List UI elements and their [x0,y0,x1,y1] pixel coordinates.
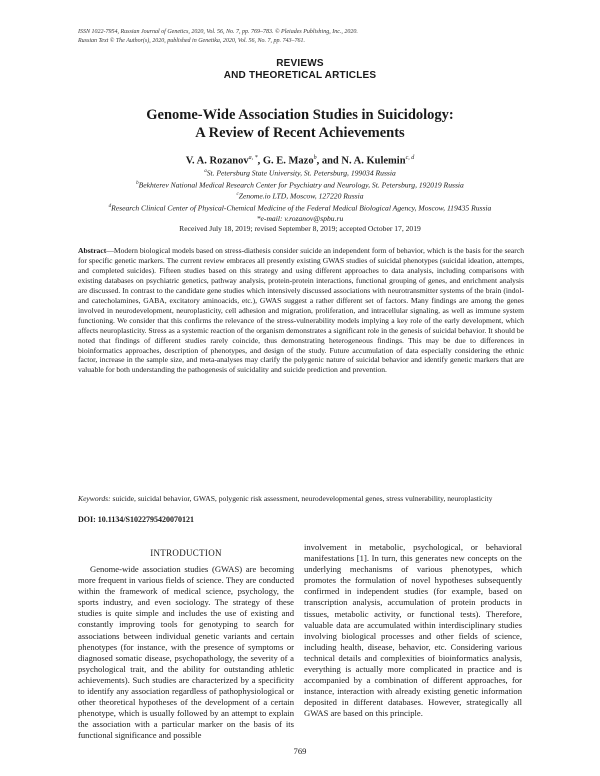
author-name: G. E. Mazo [262,155,314,167]
corresponding-email: *e-mail: v.rozanov@spbu.ru [256,213,344,223]
affiliation-mark: c [236,192,239,198]
body-paragraph: involvement in metabolic, psychological, or behavioral manifestations [1]. In turn, this generates new concepts on the underlying mechanisms of various phenotypes, which promotes the formulation of novel hypotheses subsequently confirmed in independent studies (for example, based on transcription analysis, accumulation of protein products in tissues, metabolic activity, or functional tests). Therefore, valuable data are accumulated within interdisciplinary studies involving biological processes and other fields of science, including health, disease, behavior, etc. Considering various technical details and complexities of bioinformatics analysis, everything is actually more complicated in practice and is accompanied by a combination of different approaches, for instance, interaction with already existing genetic information deposited in different databases. However, strategically all GWAS are based on this principle. [304,542,522,719]
author-list [0,152,600,168]
abstract-label: Abstract [78,246,107,255]
body-paragraph: Genome-wide association studies (GWAS) are becoming more frequent in various fields of science. They are conducted within the framework of medical science, psychology, the sports industry, and even sociology. The strategy of these studies is quite simple and includes the use of existing and constantly improving tools for genotyping to search for associations between individual genetic variants and certain phenotypes (for instance, with the presence of symptoms or diagnosed somatic disease, psychopathology, the severity of a psychological trait, and the ability for outstanding athletic achievements). Such studies are characterized by a specificity to identify any association regardless of pathophysiological or other theoretical hypotheses of the development of a certain phenotype, which is usually followed by an attempt to explain the association with a particular marker on the basis of its functional significance and possible [78,564,294,741]
page-number: 769 [293,746,307,756]
affiliation-mark: a [204,169,207,174]
affiliation-line [20,167,580,179]
journal-header [78,28,538,45]
affiliation-line [20,202,580,214]
affiliation-text: Bekhterev National Medical Research Center for Psychiatry and Neurology, St. Petersburg, 192019 Russia [138,180,464,190]
received-dates: Received July 18, 2019; revised September 8, 2019; accepted October 17, 2019 [179,224,421,233]
author-affiliation-mark: c, d [405,155,415,161]
affiliation-text: St. Petersburg State University, St. Petersburg, 199034 Russia [206,168,396,178]
author-name: V. A. Rozanov [185,155,249,167]
body-column-right [304,542,522,720]
affiliation-line [20,190,580,202]
doi: DOI: 10.1134/S1022795420070121 [78,515,195,524]
section-type-line2: AND THEORETICAL ARTICLES [223,70,377,81]
article-title [60,106,540,142]
author-separator: , and [316,155,342,167]
article-title-line1: Genome-Wide Association Studies in Suicidology: [146,107,454,123]
affiliation-mark: d [108,204,112,210]
section-type-line1: REVIEWS [276,58,324,69]
keywords-label: Keywords: [78,494,111,503]
keywords [78,494,524,504]
author-name: N. A. Kulemin [341,155,406,167]
author-affiliation-mark: a, * [248,155,258,161]
affiliation-text: Zenome.io LTD, Moscow, 127220 Russia [238,192,364,201]
affiliation-mark: b [136,180,139,186]
author-affiliation-mark: b [313,155,317,161]
abstract [78,246,524,375]
author-separator: , [257,155,263,167]
affiliation-line [20,179,580,191]
section-heading-introduction: INTRODUCTION [150,548,222,558]
journal-header-line2: Russian Text © The Author(s), 2020, published in Genetika, 2020, Vol. 56, No. 7, pp. 743–761. [78,37,306,44]
affiliations [20,167,580,224]
journal-header-line1: ISSN 1022-7954, Russian Journal of Genetics, 2020, Vol. 56, No. 7, pp. 769–783. © Pleiades Publishing, Inc., 2020. [78,29,358,35]
section-type [0,58,600,82]
affiliation-text: Research Clinical Center of Physical-Chemical Medicine of the Federal Medical Biological Agency, Moscow, 119435 Russia [111,203,492,213]
abstract-text: —Modern biological models based on stress-diathesis consider suicide an independent form of behavior, which is the basis for the search for specific genetic markers. The current review embraces all presently existing GWAS studies of suicidal phenotypes (suicidal ideation, attempts, and completed suicides). Fifteen studies based on this strategy and using different approaches to data analysis, including comparisons with existing databases on psychiatric genetics, pathway analysis, protein-protein interactions, functional grouping of genes, and enrichment analysis are discussed. In contrast to the candidate gene studies which intensively discussed associations with neurotransmitter systems of the brain (indol- and catecholamines, GABA, excitatory aminoacids, etc.), GWAS suggest a rather different set of factors. Many findings are among the genes involved in neurodevelopment, neuroplasticity, cell adhesion and migration, proliferation, and intracellular signaling, as well as immune system functioning. We consider that this confirms the relevance of the stress-vulnerability models implying a key role of the early development, which affects neuroplasticity. Stress as a systemic reaction of the organism demonstrates a significant role in the genesis of suicidal behavior. It should be noted that findings of different studies rarely coincide, thus demonstrating heterogeneous findings. This may be due to differences in bioinformatics approaches, description of phenotypes, and design of the study. Future accumulation of data especially considering the ethnic factor, increase in the sample size, and meta-analyses may clarify the polygenic nature of suicidal behavior and identify genetic markers that are valuable for both understanding the pathogenesis of suicidality and suicide prediction and prevention. [78,246,524,375]
keywords-text: suicide, suicidal behavior, GWAS, polygenic risk assessment, neurodevelopmental genes, stress vulnerability, neuroplasticity [110,494,493,503]
article-title-line2: A Review of Recent Achievements [195,125,405,141]
body-column-left [78,564,294,742]
